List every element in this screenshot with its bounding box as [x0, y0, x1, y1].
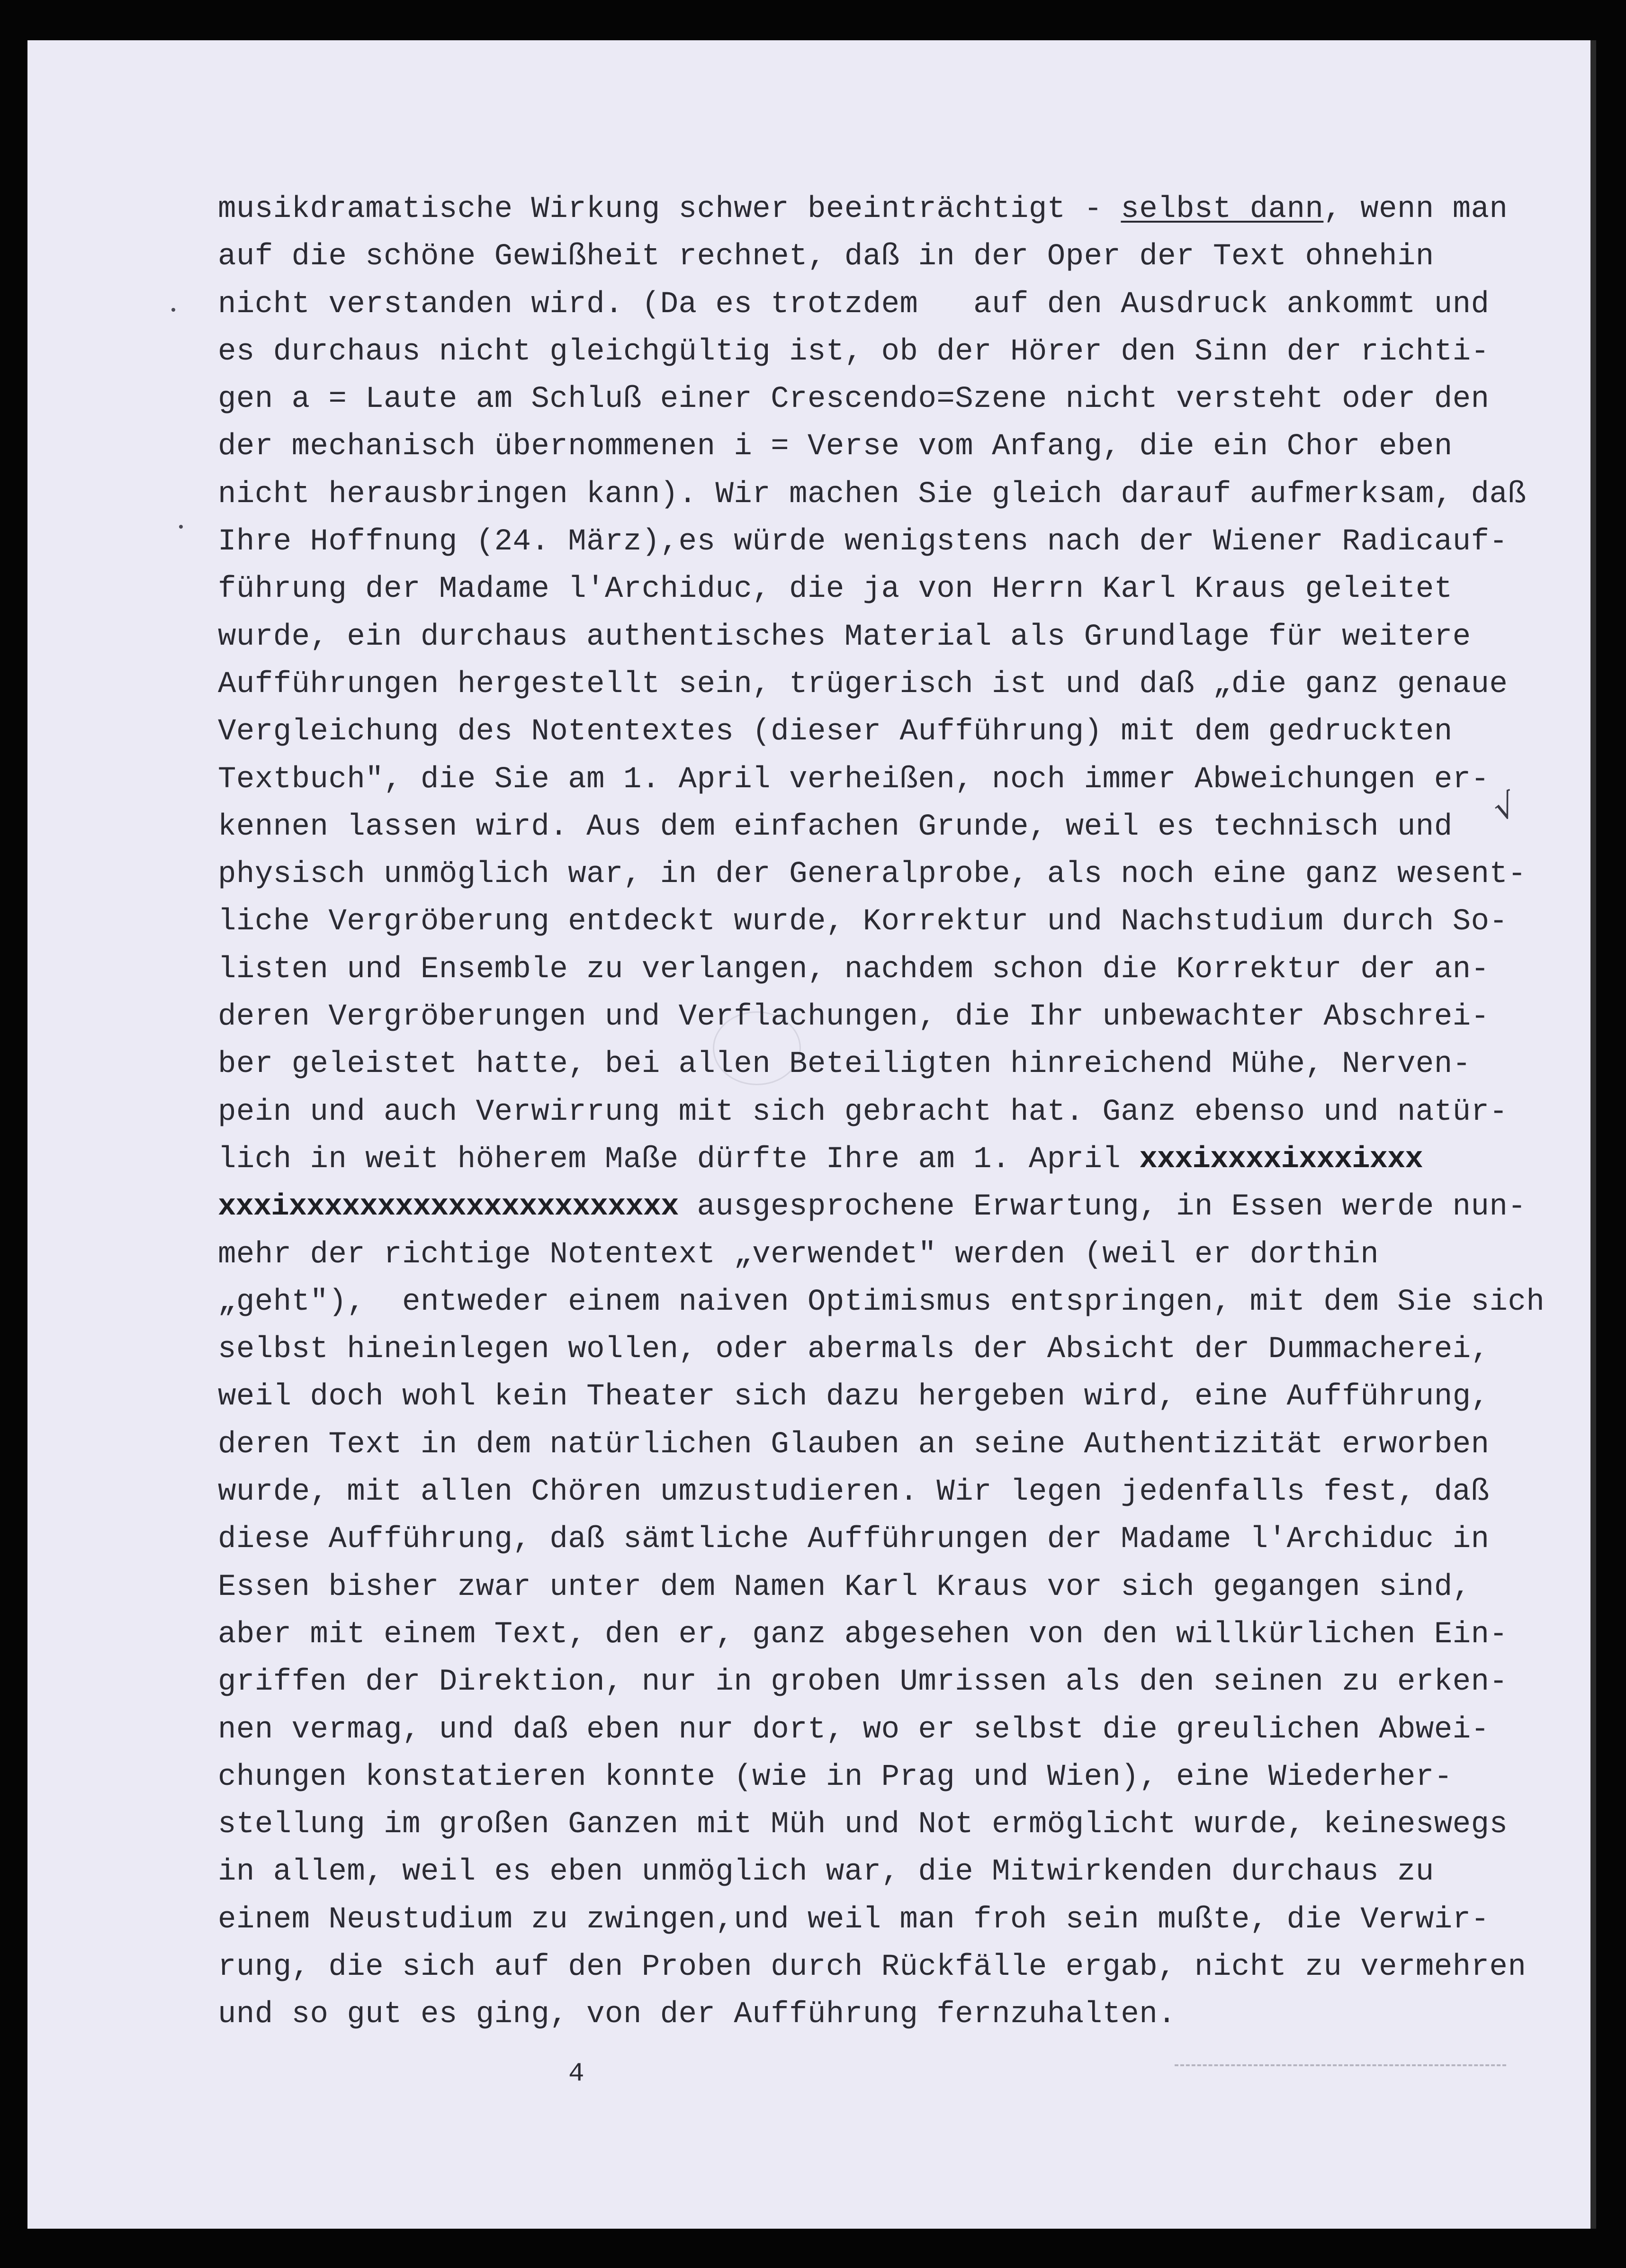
line-text: rung, die sich auf den Proben durch Rückfälle ergab, nicht zu vermehren — [218, 1950, 1527, 1984]
line-text: gen a = Laute am Schluß einer Crescendo=Szene nicht versteht oder den — [218, 382, 1490, 417]
line-text: pein und auch Verwirrung mit sich gebracht hat. Ganz ebenso und natür- — [218, 1095, 1508, 1129]
text-line — [218, 233, 1572, 280]
text-line — [218, 1611, 1572, 1658]
line-text: nen vermag, und daß eben nur dort, wo er selbst die greulichen Abwei- — [218, 1712, 1490, 1747]
line-text: Textbuch", die Sie am 1. April verheißen, noch immer Abweichungen er- — [218, 762, 1490, 797]
text-line — [218, 1041, 1572, 1088]
line-text: „geht"), entweder einem naiven Optimismus entspringen, mit dem Sie sich — [218, 1285, 1545, 1319]
text-line — [218, 1231, 1572, 1278]
page-edge — [1590, 40, 1596, 2229]
text-line — [218, 1801, 1572, 1848]
line-text: deren Text in dem natürlichen Glauben an seine Authentizität erworben — [218, 1427, 1490, 1462]
line-text: liche Vergröberung entdeckt wurde, Korrektur und Nachstudium durch So- — [218, 905, 1508, 939]
text-line — [218, 281, 1572, 328]
text-line — [218, 1468, 1572, 1516]
line-text: chungen konstatieren konnte (wie in Prag und Wien), eine Wiederher- — [218, 1760, 1453, 1794]
typescript-body — [218, 186, 1572, 2039]
text-line — [218, 1089, 1572, 1136]
line-text: Essen bisher zwar unter dem Namen Karl Kraus vor sich gegangen sind, — [218, 1570, 1471, 1604]
line-text: weil doch wohl kein Theater sich dazu hergeben wird, eine Aufführung, — [218, 1380, 1490, 1414]
line-text: auf die schöne Gewißheit rechnet, daß in der Oper der Text ohnehin — [218, 240, 1434, 274]
line-text: diese Aufführung, daß sämtliche Aufführungen der Madame l'Archiduc in — [218, 1522, 1490, 1557]
struck-out-text: xxxixxxxxxxxxxxxxxxxxxxxxx — [218, 1190, 679, 1224]
text-line — [218, 1991, 1572, 2038]
text-line — [218, 1944, 1572, 1991]
text-line — [218, 708, 1572, 756]
line-text: einem Neustudium zu zwingen,und weil man froh sein mußte, die Verwir- — [218, 1902, 1490, 1937]
text-line — [218, 1373, 1572, 1421]
text-line — [218, 328, 1572, 376]
stray-dot-mark — [171, 308, 175, 312]
text-line — [218, 1183, 1572, 1231]
line-text: listen und Ensemble zu verlangen, nachdem schon die Korrektur der an- — [218, 952, 1490, 987]
text-line — [218, 661, 1572, 708]
line-text: kennen lassen wird. Aus dem einfachen Grunde, weil es technisch und — [218, 810, 1453, 844]
line-text: wurde, ein durchaus authentisches Material als Grundlage für weitere — [218, 620, 1471, 654]
line-text: Aufführungen hergestellt sein, trügerisch ist und daß „die ganz genaue — [218, 667, 1508, 702]
line-text: führung der Madame l'Archiduc, die ja von Herrn Karl Kraus geleitet — [218, 572, 1453, 607]
stray-dot-mark — [179, 525, 183, 529]
text-line — [218, 1896, 1572, 1944]
text-line — [218, 423, 1572, 470]
margin-correction-mark: √ — [1488, 785, 1522, 829]
line-text: und so gut es ging, von der Aufführung fernzuhalten. — [218, 1998, 1177, 2032]
line-text: mehr der richtige Notentext „verwendet" werden (weil er dorthin — [218, 1237, 1379, 1272]
underlined-text: selbst dann — [1121, 192, 1324, 226]
text-line — [218, 1516, 1572, 1563]
struck-out-text: xxxixxxxixxxixxx — [1139, 1142, 1423, 1177]
line-text: ausgesprochene Erwartung, in Essen werde nun- — [678, 1190, 1527, 1224]
text-line — [218, 993, 1572, 1041]
text-line — [218, 1278, 1572, 1326]
line-text: lich in weit höherem Maße dürfte Ihre am 1. April — [218, 1142, 1140, 1177]
line-text: der mechanisch übernommenen i = Verse vom Anfang, die ein Chor eben — [218, 430, 1453, 464]
line-text: , wenn man — [1323, 192, 1508, 226]
line-text: physisch unmöglich war, in der Generalprobe, als noch eine ganz wesent- — [218, 857, 1527, 892]
line-text: selbst hineinlegen wollen, oder abermals der Absicht der Dummacherei, — [218, 1332, 1490, 1367]
text-line — [218, 376, 1572, 423]
line-text: Ihre Hoffnung (24. März),es würde wenigstens nach der Wiener Radicauf- — [218, 525, 1508, 559]
text-line — [218, 1421, 1572, 1468]
line-text: wurde, mit allen Chören umzustudieren. Wir legen jedenfalls fest, daß — [218, 1475, 1490, 1510]
line-text: Vergleichung des Notentextes (dieser Aufführung) mit dem gedruckten — [218, 715, 1453, 749]
line-text: ber geleistet hatte, bei allen Beteiligten hinreichend Mühe, Nerven- — [218, 1047, 1471, 1082]
text-line — [218, 946, 1572, 993]
text-line — [218, 803, 1572, 851]
text-line — [218, 471, 1572, 518]
text-line — [218, 1848, 1572, 1896]
text-line — [218, 1326, 1572, 1373]
text-line — [218, 1658, 1572, 1706]
text-line — [218, 566, 1572, 613]
text-line — [218, 1136, 1572, 1183]
text-line — [218, 518, 1572, 566]
text-line — [218, 1706, 1572, 1754]
line-text: nicht herausbringen kann). Wir machen Sie gleich darauf aufmerksam, daß — [218, 477, 1527, 512]
page-number: 4 — [568, 2058, 584, 2088]
line-text: deren Vergröberungen und Verflachungen, die Ihr unbewachter Abschrei- — [218, 1000, 1490, 1035]
line-text: nicht verstanden wird. (Da es trotzdem auf den Ausdruck ankommt und — [218, 287, 1490, 322]
text-line — [218, 1564, 1572, 1611]
line-text: stellung im großen Ganzen mit Müh und Not ermöglicht wurde, keineswegs — [218, 1808, 1508, 1842]
line-text: aber mit einem Text, den er, ganz abgesehen von den willkürlichen Ein- — [218, 1617, 1508, 1652]
text-line — [218, 1754, 1572, 1801]
text-line — [218, 851, 1572, 898]
line-text: musikdramatische Wirkung schwer beeinträchtigt - — [218, 192, 1121, 226]
text-line — [218, 756, 1572, 803]
line-text: griffen der Direktion, nur in groben Umrissen als den seinen zu erken- — [218, 1665, 1508, 1700]
faint-dash-mark — [1175, 2064, 1506, 2066]
line-text: in allem, weil es eben unmöglich war, die Mitwirkenden durchaus zu — [218, 1855, 1434, 1890]
text-line — [218, 898, 1572, 945]
text-line — [218, 613, 1572, 661]
line-text: es durchaus nicht gleichgültig ist, ob der Hörer den Sinn der richti- — [218, 334, 1490, 369]
text-line — [218, 186, 1572, 233]
